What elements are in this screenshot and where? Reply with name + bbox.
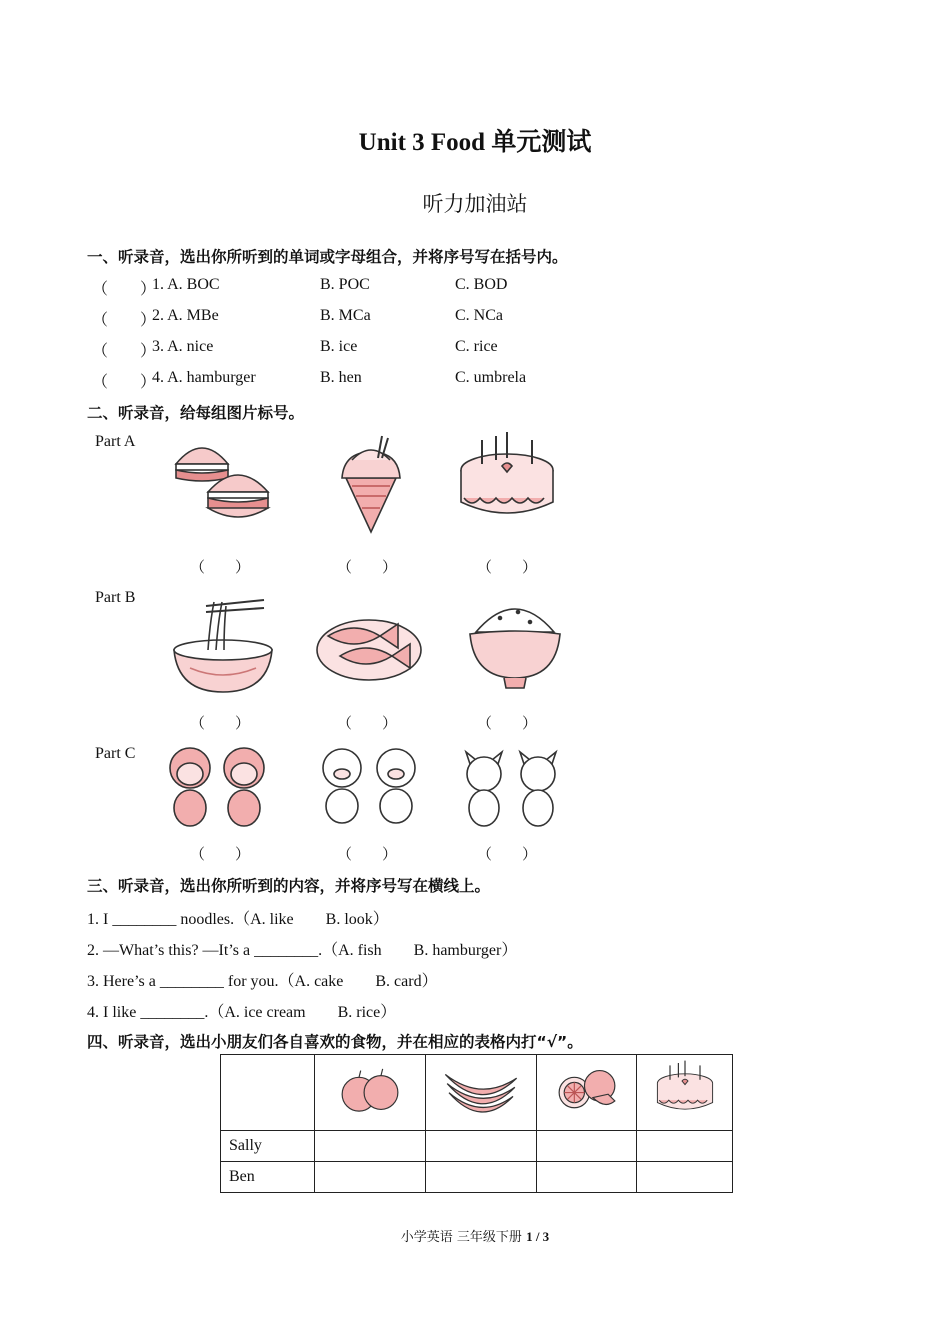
option-b: B. hen (320, 369, 362, 386)
preference-table (220, 1054, 733, 1193)
fish-icon (314, 590, 424, 700)
check-cell[interactable] (315, 1131, 426, 1162)
bananas-icon (438, 1058, 524, 1122)
check-cell[interactable] (537, 1162, 637, 1193)
option-c: C. NCa (455, 307, 503, 324)
noodles-icon (168, 592, 278, 702)
pigs-icon (314, 728, 424, 838)
answer-paren[interactable]: （ ） (190, 847, 251, 863)
answer-paren[interactable]: （ ） (190, 560, 251, 576)
check-cell[interactable] (537, 1131, 637, 1162)
table-row (221, 1131, 733, 1162)
option-c: C. BOD (455, 276, 508, 293)
fill-blank-item: 3. Here’s a ________ for you.（A. cake B. card） (87, 973, 438, 990)
oranges-icon (549, 1060, 625, 1120)
check-cell[interactable] (426, 1162, 537, 1193)
answer-paren[interactable]: （ ） (337, 716, 398, 732)
page-title: Unit 3 Food 单元测试 (358, 129, 592, 156)
option-b: B. MCa (320, 307, 371, 324)
fill-blank-item: 1. I ________ noodles.（A. like B. look） (87, 911, 389, 928)
answer-paren[interactable]: （ ） (92, 281, 157, 298)
fill-blank-item: 2. —What’s this? —It’s a ________.（A. fish B. hamburger） (87, 942, 518, 959)
option-a: 2. A. MBe (152, 307, 219, 324)
section4-heading: 四、听录音，选出小朋友们各自喜欢的食物，并在相应的表格内打“√”。 (87, 1033, 583, 1051)
part-c-label: Part C (95, 745, 136, 762)
table-row (221, 1162, 733, 1193)
check-cell[interactable] (637, 1131, 733, 1162)
check-cell[interactable] (426, 1131, 537, 1162)
footer-text: 小学英语 三年级下册 (400, 1230, 527, 1245)
option-c: C. umbrela (455, 369, 527, 386)
cake-icon (652, 1057, 718, 1123)
question-row (0, 338, 950, 360)
rice-icon (460, 592, 570, 702)
answer-paren[interactable]: （ ） (337, 847, 398, 863)
answer-paren[interactable]: （ ） (190, 716, 251, 732)
part-b-label: Part B (95, 589, 136, 606)
option-a: 4. A. hamburger (152, 369, 256, 386)
section3-heading: 三、听录音，选出你所听到的内容，并将序号写在横线上。 (87, 877, 491, 895)
apples-icon (332, 1060, 408, 1120)
row-name-sally: Sally (221, 1131, 315, 1162)
ice-cream-icon (316, 430, 426, 540)
question-row (0, 369, 950, 391)
check-cell[interactable] (637, 1162, 733, 1193)
section1-heading: 一、听录音，选出你所听到的单词或字母组合，并将序号写在括号内。 (87, 248, 568, 266)
section-subtitle: 听力加油站 (422, 192, 528, 216)
table-header-row (221, 1055, 733, 1131)
question-row (0, 307, 950, 329)
question-row (0, 276, 950, 298)
option-c: C. rice (455, 338, 498, 355)
monkeys-icon (162, 728, 272, 838)
answer-paren[interactable]: （ ） (92, 374, 157, 391)
answer-paren[interactable]: （ ） (477, 847, 538, 863)
answer-paren[interactable]: （ ） (92, 343, 157, 360)
row-name-ben: Ben (221, 1162, 315, 1193)
page-number: 1 / 3 (526, 1229, 550, 1244)
option-a: 1. A. BOC (152, 276, 220, 293)
hamburger-icon (168, 430, 278, 540)
page-footer (0, 1226, 950, 1245)
cats-icon (456, 728, 566, 838)
answer-paren[interactable]: （ ） (337, 560, 398, 576)
answer-paren[interactable]: （ ） (477, 560, 538, 576)
part-a-label: Part A (95, 433, 136, 450)
section2-heading: 二、听录音，给每组图片标号。 (87, 404, 305, 422)
cake-icon (452, 426, 562, 536)
option-b: B. POC (320, 276, 370, 293)
option-b: B. ice (320, 338, 358, 355)
check-cell[interactable] (315, 1162, 426, 1193)
fill-blank-item: 4. I like ________.（A. ice cream B. rice） (87, 1004, 397, 1021)
answer-paren[interactable]: （ ） (92, 312, 157, 329)
answer-paren[interactable]: （ ） (477, 716, 538, 732)
option-a: 3. A. nice (152, 338, 214, 355)
